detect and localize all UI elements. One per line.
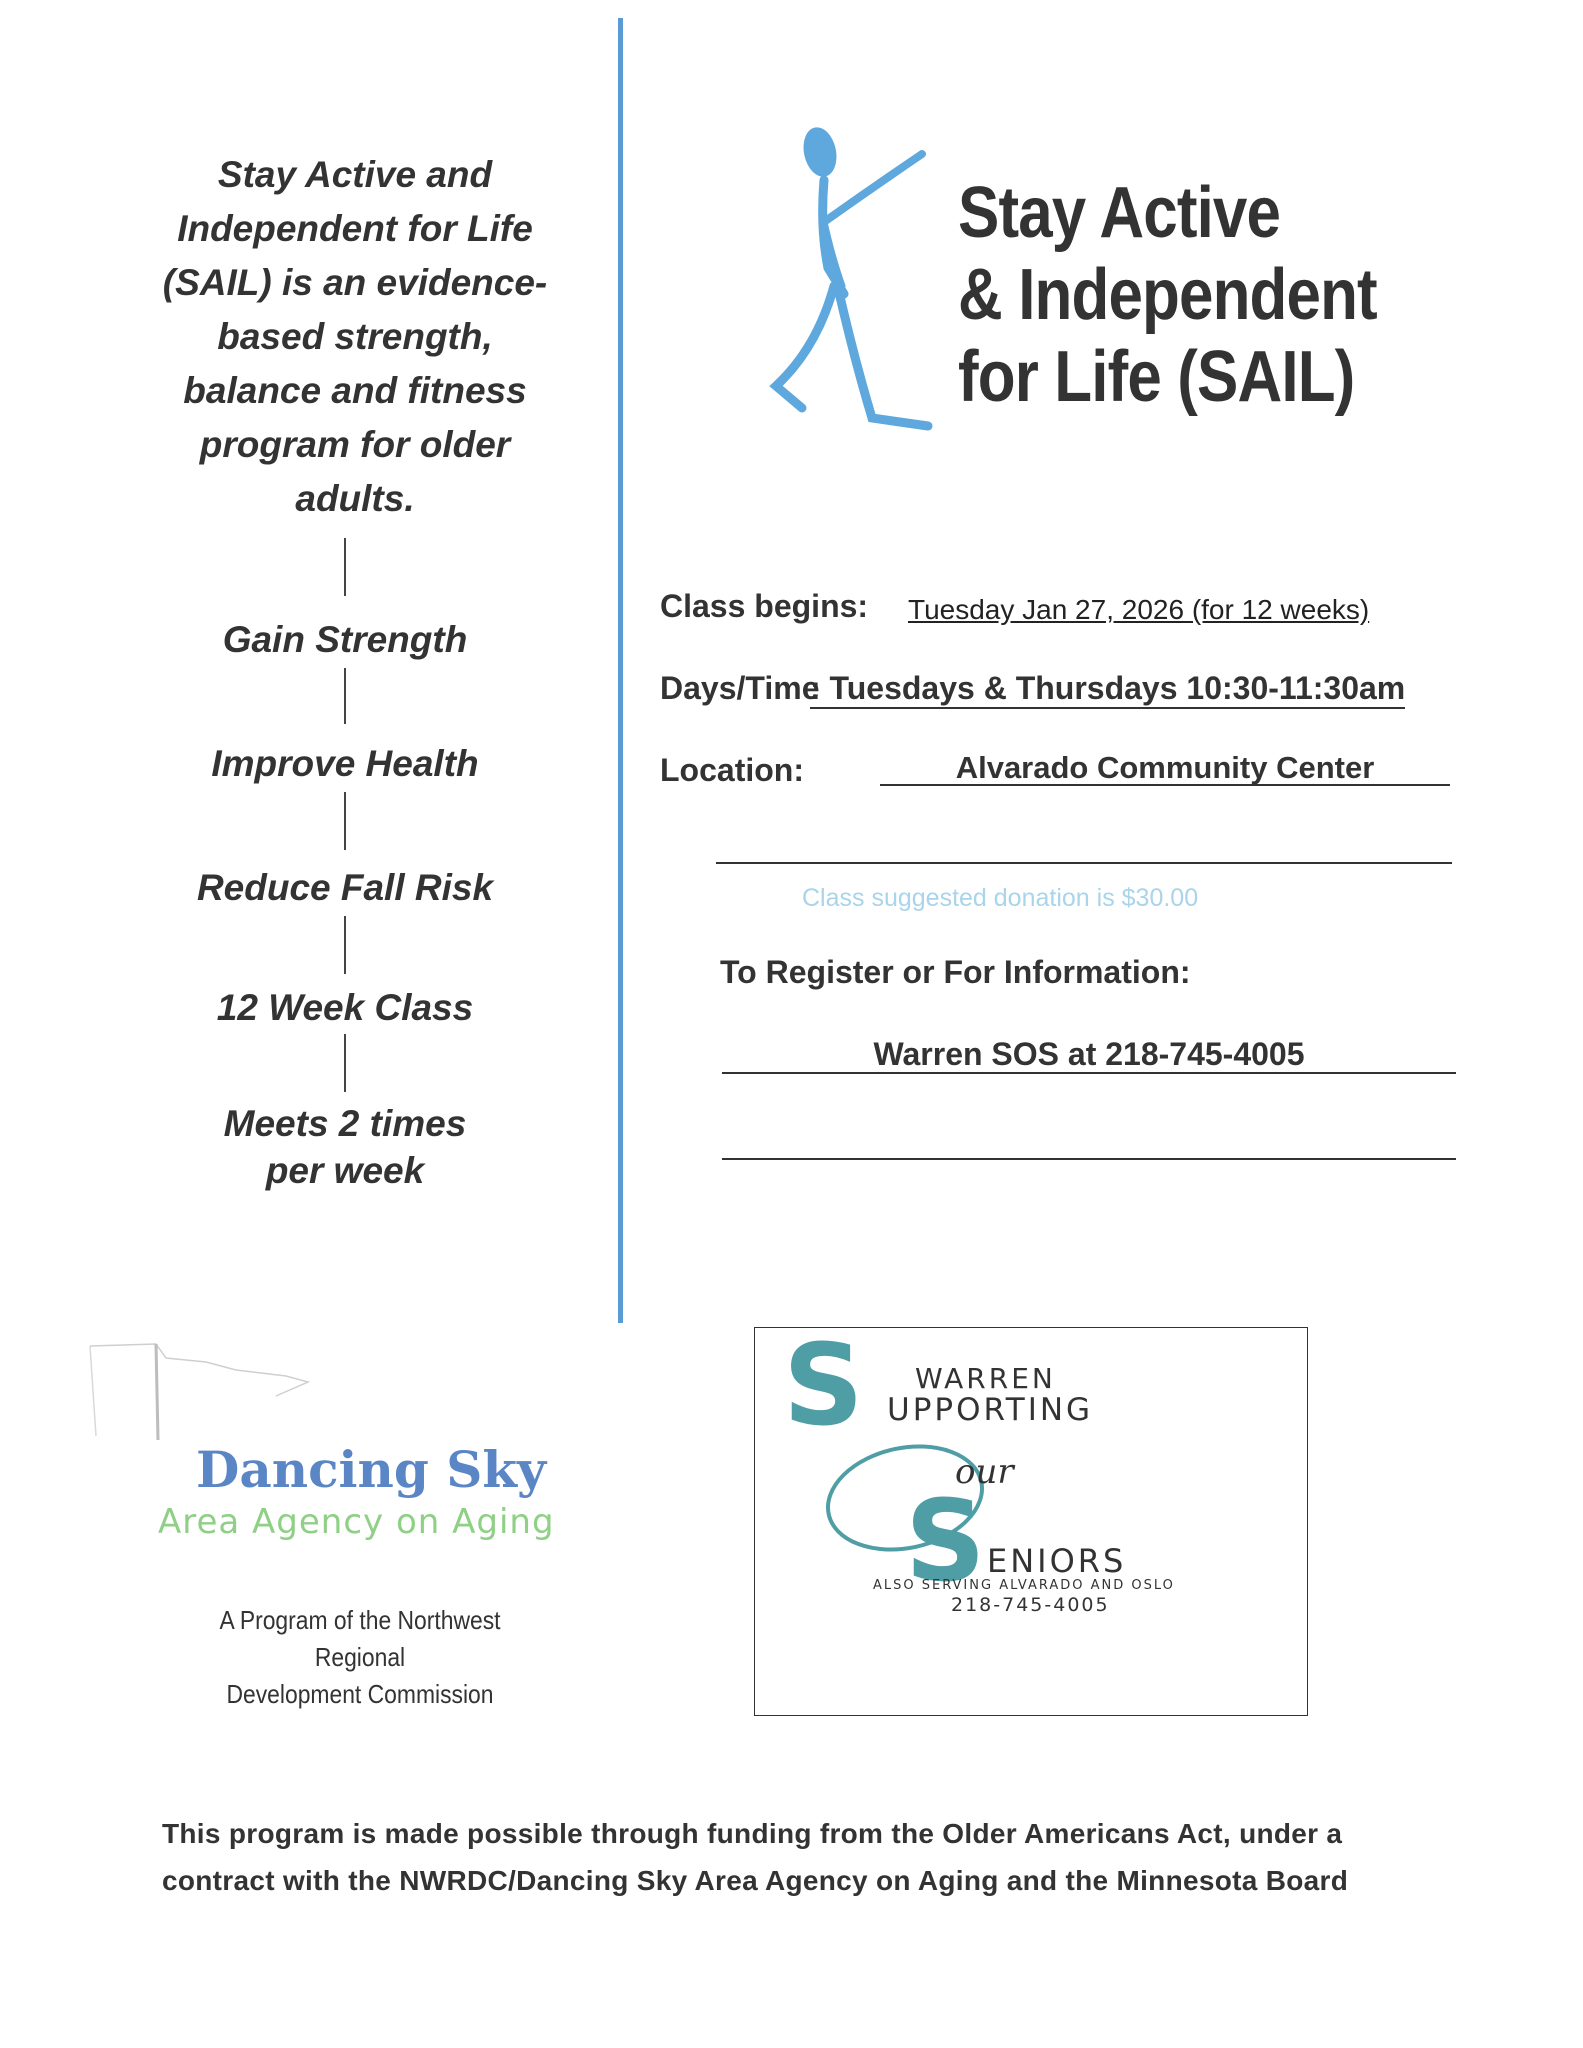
sos-phone: 218-745-4005: [951, 1594, 1110, 1616]
intro-line: Stay Active and: [217, 154, 493, 195]
benefit-connector: [344, 668, 346, 724]
class-begins-value: Tuesday Jan 27, 2026 (for 12 weeks): [908, 594, 1370, 625]
minnesota-outline-icon: [86, 1336, 316, 1446]
donation-note: Class suggested donation is $30.00: [802, 884, 1199, 912]
title-line: & Independent: [958, 255, 1377, 335]
sos-warren: WARREN: [915, 1362, 1056, 1395]
page-title: [958, 172, 1377, 418]
location-label: Location:: [660, 752, 804, 788]
program-line: A Program of the Northwest Regional: [219, 1605, 501, 1672]
benefit-connector: [344, 792, 346, 850]
benefit-connector: [344, 916, 346, 974]
sos-supporting: UPPORTING: [887, 1392, 1094, 1428]
class-begins-label: Class begins:: [660, 588, 869, 624]
funding-line: This program is made possible through funding from the Older Americans Act, under a: [162, 1818, 1343, 1849]
blank-line: [722, 1158, 1456, 1160]
blank-line: [716, 862, 1452, 864]
sos-seniors: ENIORS: [987, 1542, 1127, 1580]
register-value: Warren SOS at 218-745-4005: [873, 1036, 1305, 1072]
sos-also-serving: ALSO SERVING ALVARADO AND OSLO: [873, 1578, 1175, 1593]
register-field: [722, 1036, 1456, 1074]
intro-line: adults.: [295, 478, 415, 519]
title-line: for Life (SAIL): [958, 337, 1355, 417]
area-agency-on-aging: Area Agency on Aging: [158, 1502, 555, 1542]
location-value: Alvarado Community Center: [955, 750, 1375, 785]
svg-text:S: S: [905, 1477, 986, 1607]
title-line: Stay Active: [958, 173, 1281, 253]
days-time-label: Days/Time: [660, 670, 820, 706]
intro-text: [130, 148, 580, 526]
benefit-12-week-class: 12 Week Class: [216, 987, 474, 1028]
funding-line: contract with the NWRDC/Dancing Sky Area Agency on Aging and the Minnesota Board: [162, 1865, 1349, 1896]
benefit-gain-strength: Gain Strength: [222, 619, 468, 660]
benefit-meets-times: [140, 1100, 550, 1194]
walking-figure-icon: [762, 118, 942, 436]
intro-line: program for older: [199, 424, 511, 465]
program-attribution: [175, 1602, 545, 1713]
intro-line: Independent for Life: [177, 208, 533, 249]
register-label: To Register or For Information:: [720, 954, 1191, 990]
benefit-line: Meets 2 times: [223, 1103, 467, 1144]
program-line: Development Commission: [226, 1679, 494, 1709]
column-divider: [618, 18, 623, 1323]
svg-text:S: S: [783, 1328, 864, 1451]
sos-logo-box: [754, 1327, 1308, 1716]
benefit-improve-health: Improve Health: [211, 743, 479, 784]
funding-statement: [162, 1810, 1462, 1904]
sos-our: our: [955, 1452, 1014, 1492]
days-time-value: : Tuesdays & Thursdays 10:30-11:30am: [810, 670, 1405, 709]
benefit-line: per week: [265, 1150, 425, 1191]
location-field: [880, 750, 1450, 786]
benefit-connector: [344, 538, 346, 596]
intro-line: based strength,: [217, 316, 493, 357]
dancing-sky-logo: Dancing Sky: [196, 1440, 547, 1499]
benefit-connector: [344, 1034, 346, 1092]
benefit-reduce-fall-risk: Reduce Fall Risk: [196, 867, 494, 908]
intro-line: (SAIL) is an evidence-: [162, 262, 548, 303]
intro-line: balance and fitness: [183, 370, 527, 411]
